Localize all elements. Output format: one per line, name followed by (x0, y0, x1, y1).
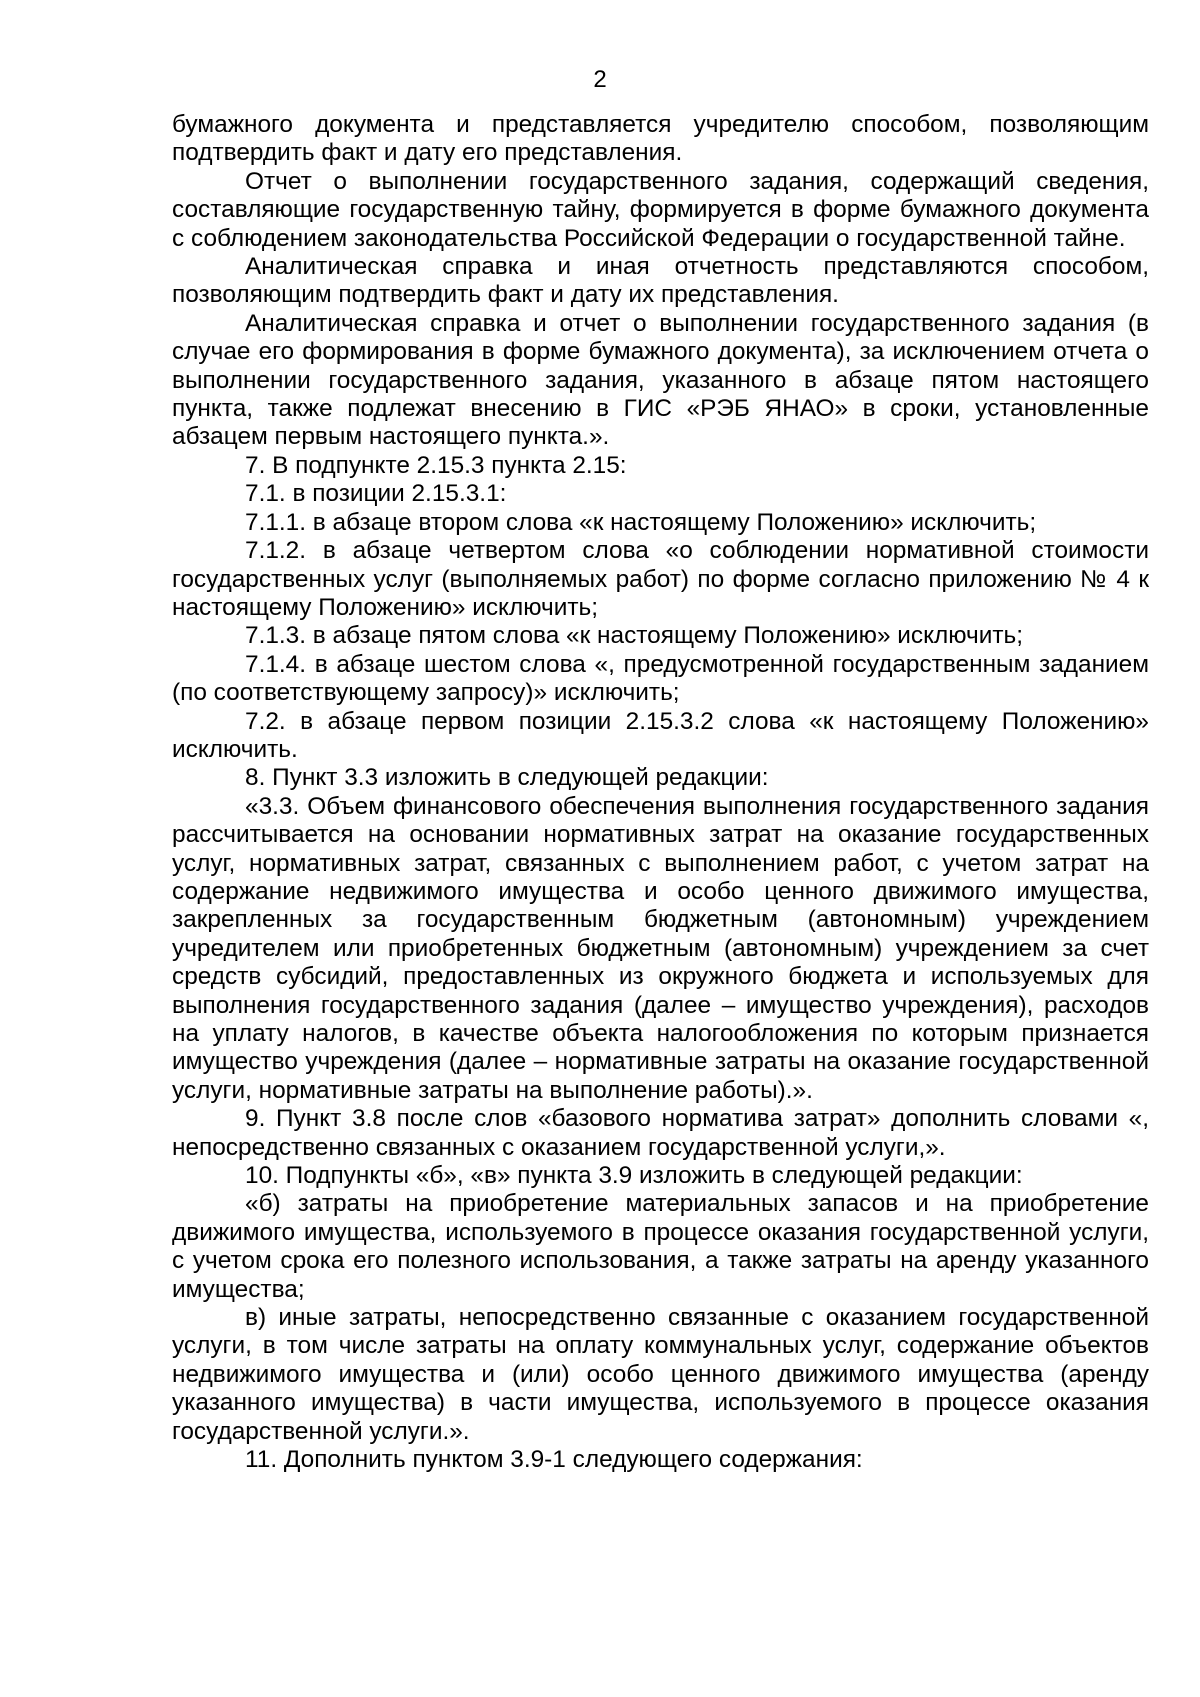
paragraph: «3.3. Объем финансового обеспечения выполнения государственного задания рассчитывается на основании нормативных затрат на оказание государственных услуг, нормативных затрат, связанных с выполнением работ, с учетом затрат на содержание недвижимого имущества и особо ценного движимого имущества, закрепленных за государственным бюджетным (автономным) учреждением учредителем или приобретенных бюджетным (автономным) учреждением за счет средств субсидий, предоставленных из окружного бюджета и используемых для выполнения государственного задания (далее – имущество учреждения), расходов на уплату налогов, в качестве объекта налогообложения по которым признается имущество учреждения (далее – нормативные затраты на оказание государственной услуги, нормативные затраты на выполнение работы).». (172, 792, 1149, 1104)
paragraph: в) иные затраты, непосредственно связанные с оказанием государственной услуги, в том числе затраты на оплату коммунальных услуг, содержание объектов недвижимого имущества и (или) особо ценного движимого имущества (аренду указанного имущества) в части имущества, используемого в процессе оказания государственной услуги.». (172, 1304, 1149, 1445)
paragraph: Аналитическая справка и иная отчетность представляются способом, позволяющим подтвердить факт и дату их представления. (172, 253, 1149, 309)
paragraph: 10. Подпункты «б», «в» пункта 3.9 изложить в следующей редакции: (245, 1162, 1023, 1190)
paragraph: 7.1.3. в абзаце пятом слова «к настоящему Положению» исключить; (245, 622, 1024, 650)
document-body (172, 111, 1149, 1475)
paragraph: бумажного документа и представляется учредителю способом, позволяющим подтвердить факт и дату его представления. (172, 111, 1149, 167)
paragraph: 9. Пункт 3.8 после слов «базового норматива затрат» дополнить словами «, непосредственно связанных с оказанием государственной услуги,». (172, 1105, 1149, 1161)
page-number: 2 (593, 66, 607, 93)
paragraph: 7.1.2. в абзаце четвертом слова «о соблюдении нормативной стоимости государственных услуг (выполняемых работ) по форме согласно приложению № 4 к настоящему Положению» исключить; (172, 537, 1149, 621)
paragraph: 7.2. в абзаце первом позиции 2.15.3.2 слова «к настоящему Положению» исключить. (172, 707, 1149, 763)
paragraph: 7.1. в позиции 2.15.3.1: (245, 480, 507, 508)
paragraph: 11. Дополнить пунктом 3.9-1 следующего содержания: (245, 1446, 863, 1474)
paragraph: Отчет о выполнении государственного задания, содержащий сведения, составляющие государственную тайну, формируется в форме бумажного документа с соблюдением законодательства Российской Федерации о государственной тайне. (172, 167, 1149, 252)
paragraph: Аналитическая справка и отчет о выполнении государственного задания (в случае его формирования в форме бумажного документа), за исключением отчета о выполнении государственного задания, указанного в абзаце пятом настоящего пункта, также подлежат внесению в ГИС «РЭБ ЯНАО» в сроки, установленные абзацем первым настоящего пункта.». (172, 309, 1149, 451)
paragraph: 7.1.4. в абзаце шестом слова «, предусмотренной государственным заданием (по соответствующему запросу)» исключить; (172, 650, 1149, 707)
paragraph: 8. Пункт 3.3 изложить в следующей редакции: (245, 764, 769, 792)
paragraph: «б) затраты на приобретение материальных запасов и на приобретение движимого имущества, используемого в процессе оказания государственной услуги, с учетом срока его полезного использования, а также затраты на аренду указанного имущества; (172, 1190, 1149, 1303)
paragraph: 7. В подпункте 2.15.3 пункта 2.15: (245, 451, 627, 479)
paragraph: 7.1.1. в абзаце втором слова «к настоящему Положению» исключить; (245, 508, 1037, 536)
